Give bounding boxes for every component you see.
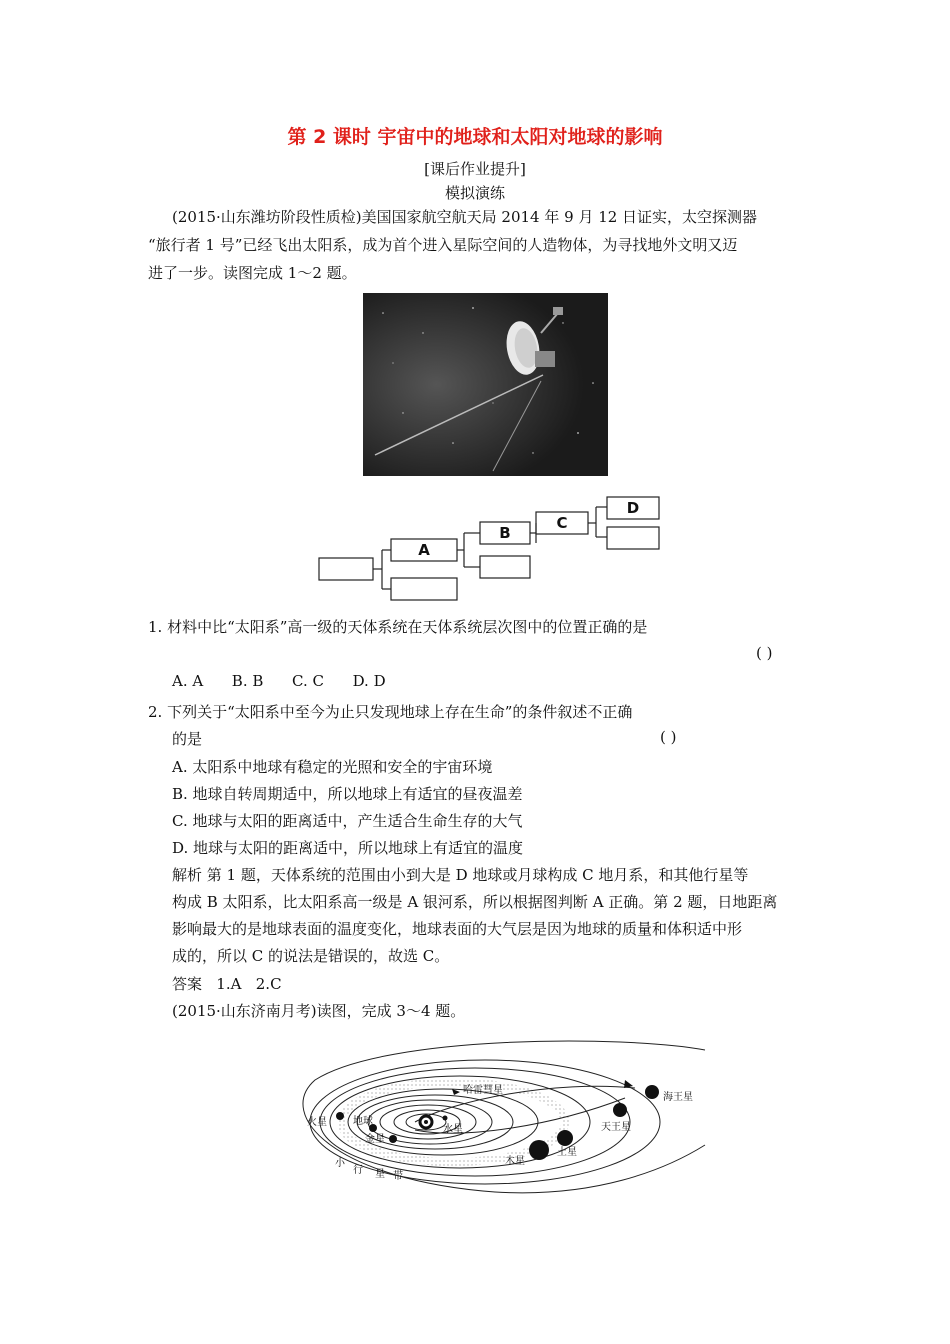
hierarchy-label-a: A [418, 541, 430, 559]
intro-line-1: (2015·山东潍坊阶段性质检)美国国家航空航天局 2014 年 9 月 12 日证实，太空探测器 [172, 208, 758, 226]
q2-option-d: D. 地球与太阳的距离适中，所以地球上有适宜的温度 [172, 839, 524, 857]
subsection-heading: 模拟演练 [444, 184, 505, 202]
hierarchy-diagram [310, 490, 680, 605]
hierarchy-label-b: B [499, 524, 511, 542]
label-uranus: 天王星 [601, 1122, 631, 1133]
section-heading: [课后作业提升] [424, 160, 526, 178]
q2-option-a: A. 太阳系中地球有稳定的光照和安全的宇宙环境 [172, 758, 493, 776]
label-venus: 金星 [365, 1134, 385, 1145]
intro-3-4: (2015·山东济南月考)读图，完成 3～4 题。 [172, 1002, 466, 1020]
answer-line: 答案 1.A 2.C [172, 975, 282, 993]
q2-option-c: C. 地球与太阳的距离适中，产生适合生命生存的大气 [172, 812, 523, 830]
hierarchy-label-c: C [556, 514, 568, 532]
label-saturn: 土星 [557, 1147, 577, 1158]
voyager-photo [363, 293, 608, 476]
q1-answer-bracket: ( ) [756, 644, 773, 662]
analysis-line-4: 成的，所以 C 的说法是错误的，故选 C。 [172, 947, 450, 965]
hierarchy-box-empty-1 [319, 558, 373, 580]
label-belt-2: 行 [353, 1165, 363, 1176]
q1-stem: 1. 材料中比“太阳系”高一级的天体系统在天体系统层次图中的位置正确的是 [148, 618, 648, 636]
q2-option-b: B. 地球自转周期适中，所以地球上有适宜的昼夜温差 [172, 785, 523, 803]
label-mercury: 水星 [443, 1124, 463, 1135]
label-belt-4: 带 [393, 1171, 403, 1182]
analysis-line-3: 影响最大的是地球表面的温度变化，地球表面的大气层是因为地球的质量和体积适中形 [172, 920, 743, 938]
analysis-line-2: 构成 B 太阳系，比太阳系高一级是 A 银河系，所以根据图判断 A 正确。第 2 题，日地距离 [172, 893, 778, 911]
page-title: 第 2 课时 宇宙中的地球和太阳对地球的影响 [287, 126, 663, 148]
label-jupiter: 木星 [505, 1156, 525, 1167]
analysis-line-1: 解析 第 1 题，天体系统的范围由小到大是 D 地球或月球构成 C 地月系，和其他行星等 [172, 866, 749, 884]
label-halley: 哈雷彗星 [463, 1085, 503, 1096]
intro-line-3: 进了一步。读图完成 1～2 题。 [148, 264, 357, 282]
hierarchy-label-d: D [626, 499, 640, 517]
label-neptune: 海王星 [663, 1092, 693, 1103]
label-belt-3: 星 [375, 1169, 385, 1180]
hierarchy-box-empty-4 [607, 527, 659, 549]
solar-system-diagram [295, 1040, 715, 1200]
hierarchy-box-empty-2 [391, 578, 457, 600]
q2-stem-line-2: 的是 [172, 730, 203, 748]
label-mars: 火星 [307, 1117, 327, 1128]
label-earth: 地球 [353, 1116, 373, 1127]
hierarchy-box-empty-3 [480, 556, 530, 578]
intro-line-2: “旅行者 1 号”已经飞出太阳系，成为首个进入星际空间的人造物体，为寻找地外文明又迈 [148, 236, 738, 254]
label-belt-1: 小 [335, 1158, 345, 1169]
q1-options: A. A B. B C. C D. D [172, 672, 386, 690]
q2-stem-line-1: 2. 下列关于“太阳系中至今为止只发现地球上存在生命”的条件叙述不正确 [148, 703, 633, 721]
q2-answer-bracket: ( ) [660, 728, 677, 746]
